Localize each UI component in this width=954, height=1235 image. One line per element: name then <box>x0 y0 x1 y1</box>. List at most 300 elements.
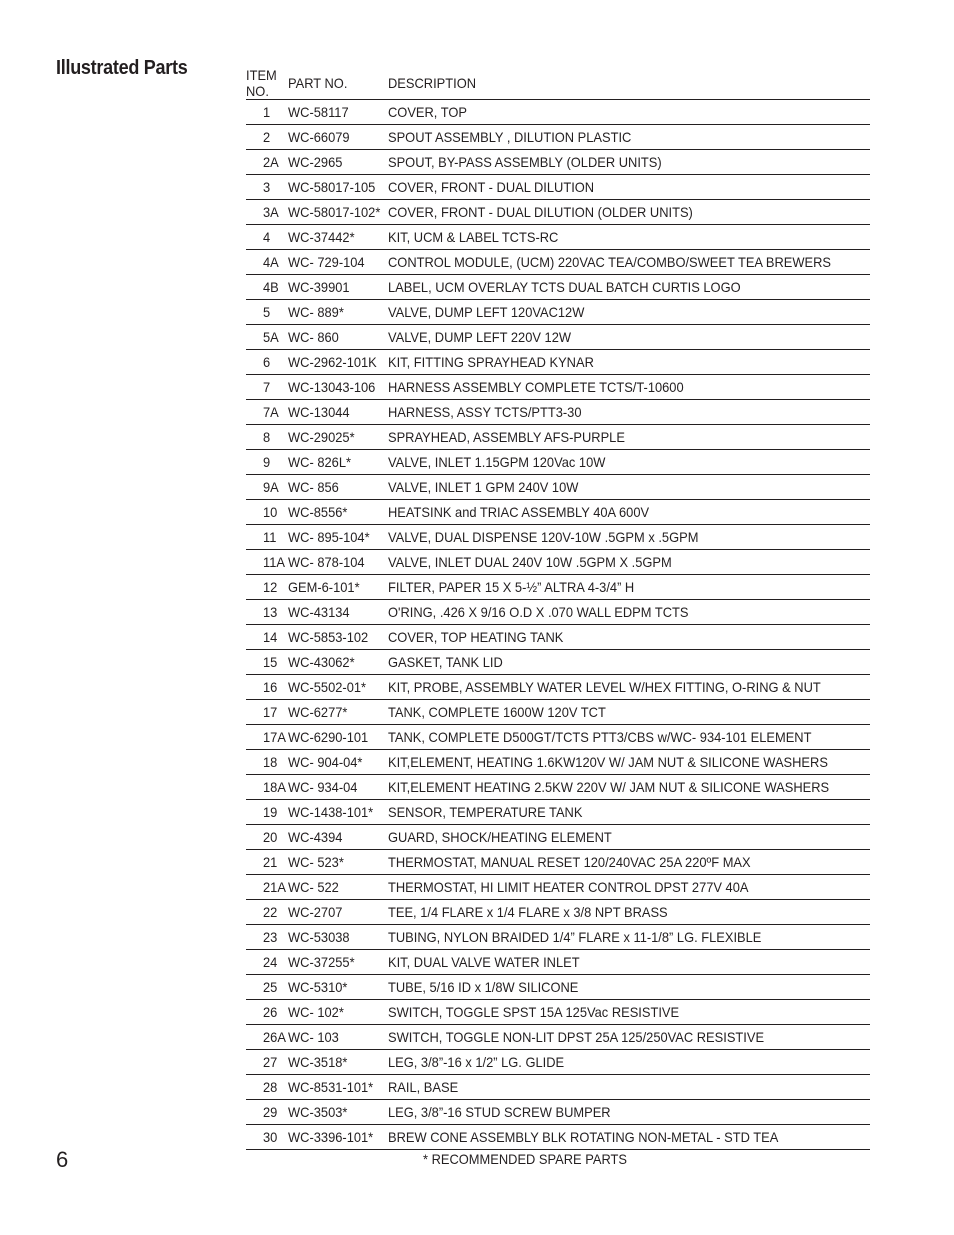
item-no-cell-text: 14 <box>263 629 278 645</box>
description-cell <box>388 900 870 925</box>
part-no-cell <box>288 575 388 600</box>
description-cell <box>388 875 870 900</box>
part-no-cell-text: WC-8556* <box>287 504 348 520</box>
item-no-cell-text: 25 <box>263 979 278 995</box>
item-no-cell-text: 4A <box>263 254 279 270</box>
description-cell-text: SPOUT, BY-PASS ASSEMBLY (OLDER UNITS) <box>388 154 662 170</box>
item-no-cell <box>246 600 288 625</box>
table-row <box>246 300 870 325</box>
description-cell-text: SWITCH, TOGGLE SPST 15A 125Vac RESISTIVE <box>388 1004 680 1020</box>
part-no-cell <box>288 850 388 875</box>
part-no-cell-text: WC-2962-101K <box>287 354 377 370</box>
description-cell <box>388 600 870 625</box>
item-no-cell <box>246 825 288 850</box>
item-no-cell-text: 5A <box>263 329 279 345</box>
item-no-cell-text: 2A <box>263 154 279 170</box>
description-cell <box>388 850 870 875</box>
part-no-cell <box>288 500 388 525</box>
part-no-cell-text: WC-3518* <box>287 1054 348 1070</box>
item-no-cell <box>246 650 288 675</box>
description-cell-text: SPOUT ASSEMBLY , DILUTION PLASTIC <box>388 129 632 145</box>
description-cell-text: LEG, 3/8”-16 x 1/2” LG. GLIDE <box>388 1054 565 1070</box>
part-no-cell-text: WC-37442* <box>287 229 355 245</box>
table-row <box>246 800 870 825</box>
part-no-cell-text: WC-37255* <box>287 954 355 970</box>
item-no-cell <box>246 400 288 425</box>
part-no-cell <box>288 600 388 625</box>
item-no-cell-text: 22 <box>263 904 278 920</box>
part-no-cell <box>288 200 388 225</box>
description-cell <box>388 1025 870 1050</box>
description-cell <box>388 250 870 275</box>
description-cell-text: FILTER, PAPER 15 X 5-½” ALTRA 4-3/4” H <box>388 579 635 595</box>
description-cell <box>388 275 870 300</box>
description-cell <box>388 400 870 425</box>
description-cell <box>388 525 870 550</box>
description-cell <box>388 700 870 725</box>
description-cell-text: CONTROL MODULE, (UCM) 220VAC TEA/COMBO/SWEET TEA BREWERS <box>388 254 832 270</box>
description-cell-text: TANK, COMPLETE 1600W 120V TCT <box>388 704 607 720</box>
part-no-cell-text: WC-2965 <box>287 154 343 170</box>
item-no-cell <box>246 225 288 250</box>
item-no-cell <box>246 850 288 875</box>
spare-parts-footnote: * RECOMMENDED SPARE PARTS <box>423 1151 627 1167</box>
part-no-cell-text: WC- 860 <box>287 329 339 345</box>
part-no-cell <box>288 650 388 675</box>
table-row <box>246 950 870 975</box>
description-cell <box>388 1125 870 1150</box>
item-no-cell <box>246 925 288 950</box>
part-no-cell <box>288 625 388 650</box>
table-row <box>246 375 870 400</box>
item-no-cell-text: 30 <box>263 1129 278 1145</box>
table-row <box>246 450 870 475</box>
item-no-cell <box>246 150 288 175</box>
item-no-cell-text: 17 <box>263 704 278 720</box>
table-row <box>246 325 870 350</box>
description-cell <box>388 550 870 575</box>
item-no-cell-text: 5 <box>263 304 271 320</box>
description-cell-text: KIT,ELEMENT HEATING 2.5KW 220V W/ JAM NUT & SILICONE WASHERS <box>388 779 830 795</box>
item-no-cell <box>246 975 288 1000</box>
table-row <box>246 925 870 950</box>
header-item-no: ITEM NO. <box>246 67 288 100</box>
part-no-cell-text: WC-13043-106 <box>287 379 376 395</box>
part-no-cell <box>288 900 388 925</box>
description-cell <box>388 425 870 450</box>
item-no-cell <box>246 1050 288 1075</box>
description-cell-text: TUBE, 5/16 ID x 1/8W SILICONE <box>388 979 579 995</box>
description-cell-text: HEATSINK and TRIAC ASSEMBLY 40A 600V <box>388 504 650 520</box>
part-no-cell <box>288 925 388 950</box>
part-no-cell-text: WC-1438-101* <box>287 804 374 820</box>
item-no-cell-text: 9A <box>263 479 279 495</box>
item-no-cell-text: 27 <box>263 1054 278 1070</box>
item-no-cell-text: 15 <box>263 654 278 670</box>
item-no-cell-text: 8 <box>263 429 271 445</box>
description-cell <box>388 1100 870 1125</box>
item-no-cell-text: 11A <box>263 554 285 570</box>
description-cell <box>388 200 870 225</box>
item-no-cell-text: 13 <box>263 604 278 620</box>
item-no-cell <box>246 475 288 500</box>
part-no-cell <box>288 1025 388 1050</box>
description-cell-text: VALVE, DUAL DISPENSE 120V-10W .5GPM x .5GPM <box>388 529 699 545</box>
table-row <box>246 100 870 125</box>
table-row <box>246 850 870 875</box>
item-no-cell <box>246 375 288 400</box>
part-no-cell-text: WC-43134 <box>287 604 350 620</box>
item-no-cell <box>246 875 288 900</box>
part-no-cell <box>288 125 388 150</box>
item-no-cell <box>246 350 288 375</box>
table-row <box>246 975 870 1000</box>
description-cell-text: VALVE, INLET 1 GPM 240V 10W <box>388 479 579 495</box>
item-no-cell-text: 6 <box>263 354 271 370</box>
item-no-cell-text: 26 <box>263 1004 278 1020</box>
part-no-cell-text: WC-6290-101 <box>287 729 369 745</box>
table-row <box>246 275 870 300</box>
description-cell <box>388 300 870 325</box>
description-cell <box>388 775 870 800</box>
header-description: DESCRIPTION <box>388 67 870 100</box>
part-no-cell-text: WC-58017-105 <box>287 179 376 195</box>
part-no-cell <box>288 225 388 250</box>
item-no-cell <box>246 1125 288 1150</box>
section-title: Illustrated Parts <box>56 57 188 79</box>
table-row <box>246 625 870 650</box>
item-no-cell <box>246 700 288 725</box>
description-cell <box>388 800 870 825</box>
item-no-cell-text: 16 <box>263 679 278 695</box>
table-row <box>246 350 870 375</box>
description-cell-text: KIT, PROBE, ASSEMBLY WATER LEVEL W/HEX FITTING, O-RING & NUT <box>388 679 822 695</box>
item-no-cell-text: 1 <box>263 104 271 120</box>
table-row <box>246 700 870 725</box>
part-no-cell-text: WC-5310* <box>287 979 348 995</box>
part-no-cell-text: WC- 826L* <box>287 454 351 470</box>
part-no-cell <box>288 1075 388 1100</box>
description-cell <box>388 375 870 400</box>
part-no-cell-text: WC-29025* <box>287 429 355 445</box>
part-no-cell <box>288 100 388 125</box>
description-cell-text: COVER, TOP <box>388 104 468 120</box>
table-row <box>246 675 870 700</box>
item-no-cell <box>246 950 288 975</box>
item-no-cell <box>246 625 288 650</box>
table-row <box>246 1050 870 1075</box>
item-no-cell <box>246 550 288 575</box>
table-row <box>246 425 870 450</box>
item-no-cell-text: 4B <box>263 279 279 295</box>
item-no-cell-text: 11 <box>263 529 277 545</box>
part-no-cell <box>288 150 388 175</box>
table-row <box>246 1075 870 1100</box>
description-cell-text: GUARD, SHOCK/HEATING ELEMENT <box>388 829 613 845</box>
part-no-cell <box>288 550 388 575</box>
part-no-cell-text: WC- 934-04 <box>287 779 358 795</box>
item-no-cell-text: 7 <box>263 379 271 395</box>
part-no-cell-text: WC- 729-104 <box>287 254 365 270</box>
item-no-cell-text: 18 <box>263 754 278 770</box>
table-row <box>246 1125 870 1150</box>
table-row <box>246 400 870 425</box>
part-no-cell-text: WC- 889* <box>287 304 344 320</box>
item-no-cell-text: 20 <box>263 829 278 845</box>
description-cell-text: VALVE, DUMP LEFT 220V 12W <box>388 329 572 345</box>
item-no-cell <box>246 1100 288 1125</box>
item-no-cell-text: 3 <box>263 179 271 195</box>
item-no-cell-text: 2 <box>263 129 271 145</box>
description-cell <box>388 1075 870 1100</box>
part-no-cell-text: WC- 522 <box>287 879 339 895</box>
part-no-cell-text: WC-58117 <box>287 104 349 120</box>
table-row <box>246 725 870 750</box>
description-cell-text: SENSOR, TEMPERATURE TANK <box>388 804 583 820</box>
table-row <box>246 525 870 550</box>
item-no-cell <box>246 725 288 750</box>
description-cell-text: HARNESS ASSEMBLY COMPLETE TCTS/T-10600 <box>388 379 684 395</box>
description-cell-text: KIT, FITTING SPRAYHEAD KYNAR <box>388 354 595 370</box>
item-no-cell-text: 19 <box>263 804 278 820</box>
description-cell-text: KIT, UCM & LABEL TCTS-RC <box>388 229 559 245</box>
description-cell-text: THERMOSTAT, HI LIMIT HEATER CONTROL DPST 277V 40A <box>388 879 749 895</box>
part-no-cell-text: WC- 523* <box>287 854 344 870</box>
item-no-cell-text: 18A <box>263 779 286 795</box>
table-row <box>246 900 870 925</box>
description-cell <box>388 975 870 1000</box>
part-no-cell-text: WC-3396-101* <box>287 1129 374 1145</box>
description-cell <box>388 1000 870 1025</box>
item-no-cell <box>246 500 288 525</box>
item-no-cell-text: 9 <box>263 454 271 470</box>
part-no-cell <box>288 450 388 475</box>
item-no-cell-text: 12 <box>263 579 278 595</box>
table-row <box>246 825 870 850</box>
header-part-no: PART NO. <box>288 67 388 100</box>
description-cell-text: KIT,ELEMENT, HEATING 1.6KW120V W/ JAM NUT & SILICONE WASHERS <box>388 754 829 770</box>
description-cell <box>388 950 870 975</box>
page-number: 6 <box>56 1147 69 1172</box>
item-no-cell-text: 17A <box>263 729 286 745</box>
item-no-cell-text: 29 <box>263 1104 278 1120</box>
item-no-cell <box>246 775 288 800</box>
description-cell-text: LABEL, UCM OVERLAY TCTS DUAL BATCH CURTIS LOGO <box>388 279 741 295</box>
part-no-cell <box>288 800 388 825</box>
description-cell <box>388 225 870 250</box>
part-no-cell-text: WC- 103 <box>287 1029 339 1045</box>
part-no-cell <box>288 700 388 725</box>
item-no-cell <box>246 1025 288 1050</box>
description-cell <box>388 475 870 500</box>
part-no-cell <box>288 525 388 550</box>
part-no-cell <box>288 1050 388 1075</box>
description-cell <box>388 575 870 600</box>
item-no-cell <box>246 300 288 325</box>
table-row <box>246 225 870 250</box>
part-no-cell-text: WC-39901 <box>287 279 350 295</box>
part-no-cell-text: WC-43062* <box>287 654 355 670</box>
part-no-cell <box>288 750 388 775</box>
item-no-cell-text: 7A <box>263 404 279 420</box>
item-no-cell <box>246 900 288 925</box>
description-cell <box>388 825 870 850</box>
table-row <box>246 150 870 175</box>
item-no-cell <box>246 175 288 200</box>
description-cell-text: VALVE, DUMP LEFT 120VAC12W <box>388 304 585 320</box>
table-row <box>246 750 870 775</box>
item-no-cell <box>246 450 288 475</box>
table-row <box>246 775 870 800</box>
description-cell-text: KIT, DUAL VALVE WATER INLET <box>388 954 580 970</box>
table-row <box>246 500 870 525</box>
description-cell-text: BREW CONE ASSEMBLY BLK ROTATING NON-METAL - STD TEA <box>388 1129 779 1145</box>
table-row <box>246 1100 870 1125</box>
part-no-cell <box>288 1125 388 1150</box>
part-no-cell-text: WC-53038 <box>287 929 350 945</box>
description-cell <box>388 325 870 350</box>
part-no-cell-text: WC-58017-102* <box>287 204 381 220</box>
item-no-cell <box>246 325 288 350</box>
table-row <box>246 875 870 900</box>
item-no-cell <box>246 1075 288 1100</box>
table-row <box>246 475 870 500</box>
item-no-cell-text: 4 <box>263 229 271 245</box>
description-cell <box>388 150 870 175</box>
part-no-cell <box>288 425 388 450</box>
part-no-cell <box>288 175 388 200</box>
item-no-cell <box>246 800 288 825</box>
part-no-cell-text: WC- 895-104* <box>287 529 370 545</box>
description-cell <box>388 650 870 675</box>
item-no-cell-text: 21A <box>263 879 286 895</box>
description-cell <box>388 500 870 525</box>
part-no-cell <box>288 775 388 800</box>
part-no-cell-text: WC-8531-101* <box>287 1079 374 1095</box>
item-no-cell-text: 3A <box>263 204 279 220</box>
description-cell-text: THERMOSTAT, MANUAL RESET 120/240VAC 25A 220ºF MAX <box>388 854 751 870</box>
table-row <box>246 125 870 150</box>
description-cell-text: HARNESS, ASSY TCTS/PTT3-30 <box>388 404 582 420</box>
description-cell <box>388 125 870 150</box>
description-cell <box>388 450 870 475</box>
description-cell-text: VALVE, INLET 1.15GPM 120Vac 10W <box>388 454 606 470</box>
item-no-cell <box>246 125 288 150</box>
table-row <box>246 250 870 275</box>
part-no-cell <box>288 250 388 275</box>
part-no-cell-text: WC-5502-01* <box>287 679 366 695</box>
description-cell <box>388 725 870 750</box>
part-no-cell-text: WC-5853-102 <box>287 629 369 645</box>
item-no-cell <box>246 200 288 225</box>
description-cell <box>388 1050 870 1075</box>
item-no-cell-text: 23 <box>263 929 278 945</box>
description-cell <box>388 175 870 200</box>
part-no-cell <box>288 1000 388 1025</box>
header-row <box>246 67 870 100</box>
parts-table-body <box>246 100 870 1150</box>
table-row <box>246 175 870 200</box>
item-no-cell-text: 28 <box>263 1079 278 1095</box>
item-no-cell <box>246 525 288 550</box>
description-cell-text: O'RING, .426 X 9/16 O.D X .070 WALL EDPM TCTS <box>388 604 689 620</box>
part-no-cell-text: WC-4394 <box>287 829 343 845</box>
part-no-cell-text: WC-13044 <box>287 404 350 420</box>
part-no-cell-text: WC- 904-04* <box>287 754 363 770</box>
table-row <box>246 650 870 675</box>
item-no-cell <box>246 750 288 775</box>
description-cell-text: SPRAYHEAD, ASSEMBLY AFS-PURPLE <box>388 429 626 445</box>
part-no-cell <box>288 875 388 900</box>
description-cell-text: TUBING, NYLON BRAIDED 1/4” FLARE x 11-1/8” LG. FLEXIBLE <box>388 929 762 945</box>
parts-table-header <box>246 67 870 100</box>
description-cell <box>388 350 870 375</box>
item-no-cell <box>246 250 288 275</box>
part-no-cell-text: WC- 878-104 <box>287 554 365 570</box>
part-no-cell <box>288 825 388 850</box>
description-cell-text: TANK, COMPLETE D500GT/TCTS PTT3/CBS w/WC- 934-101 ELEMENT <box>388 729 812 745</box>
description-cell-text: COVER, FRONT - DUAL DILUTION <box>388 179 595 195</box>
item-no-cell <box>246 675 288 700</box>
item-no-cell <box>246 575 288 600</box>
part-no-cell <box>288 725 388 750</box>
part-no-cell <box>288 950 388 975</box>
item-no-cell <box>246 1000 288 1025</box>
part-no-cell-text: WC-66079 <box>287 129 350 145</box>
table-row <box>246 600 870 625</box>
item-no-cell <box>246 100 288 125</box>
description-cell <box>388 675 870 700</box>
part-no-cell <box>288 275 388 300</box>
part-no-cell-text: WC-2707 <box>287 904 343 920</box>
description-cell <box>388 625 870 650</box>
description-cell-text: RAIL, BASE <box>388 1079 459 1095</box>
item-no-cell-text: 21 <box>263 854 278 870</box>
table-row <box>246 1025 870 1050</box>
part-no-cell <box>288 300 388 325</box>
part-no-cell-text: WC-6277* <box>287 704 348 720</box>
table-row <box>246 1000 870 1025</box>
item-no-cell-text: 24 <box>263 954 278 970</box>
item-no-cell <box>246 275 288 300</box>
item-no-cell-text: 10 <box>263 504 278 520</box>
description-cell-text: SWITCH, TOGGLE NON-LIT DPST 25A 125/250VAC RESISTIVE <box>388 1029 765 1045</box>
description-cell-text: LEG, 3/8”-16 STUD SCREW BUMPER <box>388 1104 611 1120</box>
description-cell-text: COVER, FRONT - DUAL DILUTION (OLDER UNITS) <box>388 204 694 220</box>
part-no-cell <box>288 975 388 1000</box>
part-no-cell-text: WC- 856 <box>287 479 339 495</box>
part-no-cell <box>288 1100 388 1125</box>
description-cell <box>388 750 870 775</box>
description-cell <box>388 925 870 950</box>
description-cell-text: VALVE, INLET DUAL 240V 10W .5GPM X .5GPM <box>388 554 673 570</box>
part-no-cell <box>288 675 388 700</box>
part-no-cell-text: WC-3503* <box>287 1104 348 1120</box>
description-cell-text: TEE, 1/4 FLARE x 1/4 FLARE x 3/8 NPT BRASS <box>388 904 668 920</box>
description-cell <box>388 100 870 125</box>
part-no-cell <box>288 375 388 400</box>
part-no-cell <box>288 325 388 350</box>
description-cell-text: GASKET, TANK LID <box>388 654 504 670</box>
part-no-cell <box>288 400 388 425</box>
table-row <box>246 550 870 575</box>
description-cell-text: COVER, TOP HEATING TANK <box>388 629 564 645</box>
part-no-cell-text: GEM-6-101* <box>287 579 360 595</box>
table-row <box>246 575 870 600</box>
part-no-cell <box>288 475 388 500</box>
table-row <box>246 200 870 225</box>
parts-table <box>246 67 870 1150</box>
